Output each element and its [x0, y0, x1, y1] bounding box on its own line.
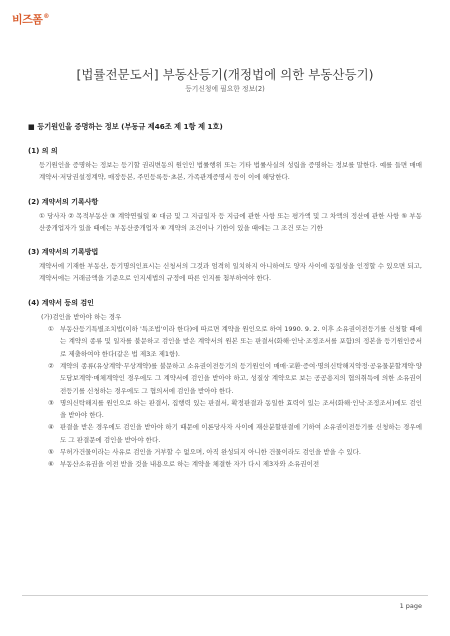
item-text: 계약의 종류(유상계약·무상계약)를 불문하고 소유권이전등기의 등기원인이 매매·교환·증여·명의신탁해지약정·공유물분할계약·양도담보계약·매체계약인 경우에도 그 계약서에 검인을 받아야 하고, 성질상 계약으로 보는 공공용지의 협의취득에 의한 소유권이전등기를 신청하는 경우에도 그 협의서에 검인을 받아야 한다.	[60, 361, 422, 395]
list-item	[28, 446, 422, 458]
block-heading: (2) 계약서의 기록사항	[28, 197, 99, 206]
block-text: 계약서에 기재한 부동산, 등기명의인표시는 신청서의 그것과 엄격히 일치하지 아니하여도 양자 사이에 동일성을 인정할 수 있으면 되고, 계약서에는 거래금액을 기준으로 인지세법의 규정에 따른 인지를 첨부하여야 한다.	[39, 262, 422, 283]
block-inspection	[28, 298, 422, 471]
list-item	[28, 458, 422, 470]
document-subtitle: 등기신청에 필요한 정보(2)	[185, 85, 265, 93]
list-item	[28, 397, 422, 422]
document-title: [법률전문도서] 부동산등기(개정법에 의한 부동산등기)	[76, 67, 374, 82]
block-heading: (4) 계약서 등의 검인	[28, 298, 94, 307]
block-contract-items	[28, 197, 422, 235]
footer-divider	[22, 595, 428, 596]
item-number: ⑤	[48, 448, 54, 457]
list-item	[28, 421, 422, 446]
item-number: ①	[48, 325, 54, 334]
item-number: ⑥	[48, 460, 54, 469]
item-text: 판결을 받은 경우에도 검인을 받아야 하기 때문에 이론당사자 사이에 재산분할판결에 기하여 소유권이전등기를 신청하는 경우에도 그 판결문에 검인을 받아야 한다.	[60, 423, 422, 444]
case-label: (가)검인을 받아야 하는 경우	[41, 312, 122, 321]
item-number: ②	[48, 361, 54, 370]
block-heading: (3) 계약서의 기록방법	[28, 248, 99, 257]
document-body	[28, 122, 422, 484]
list-item	[28, 323, 422, 360]
page-number: 1 page	[399, 602, 422, 610]
item-text: 부동산소유권을 이전 받을 것을 내용으로 하는 계약을 체결한 자가 다시 제3자와 소유권이전	[60, 460, 320, 469]
list-item	[28, 360, 422, 397]
item-text: 무허가건물이라는 사유로 검인을 거부할 수 없으며, 아직 완성되지 아니한 건물이라도 검인을 받을 수 있다.	[60, 448, 361, 457]
item-number: ④	[48, 423, 54, 432]
item-number: ③	[48, 398, 54, 407]
bizforms-logo[interactable]: 비즈폼®	[12, 13, 49, 26]
block-definition	[28, 146, 422, 184]
block-text: 등기원인을 증명하는 정보는 등기할 권리변동의 원인인 법률행위 또는 기타 법률사실의 성립을 증명하는 정보를 말한다. 예를 들면 매매계약서·저당권설정계약, 매장등본, 주민등록등·초본, 가족관계증명서 등이 이에 해당한다.	[39, 161, 422, 182]
block-contract-method	[28, 247, 422, 285]
registered-mark: ®	[43, 13, 49, 21]
item-text: 명의신탁해지를 원인으로 하는 판결서, 집행력 있는 판결서, 확정판결과 동일한 효력이 있는 조서(화해·인낙·조정조서)에도 검인을 받아야 한다.	[60, 398, 422, 420]
item-text: 부동산등기특별조치법(이하 '특조법'이라 한다)에 따르면 계약을 원인으로 하여 1990. 9. 2. 이후 소유권이전등기를 신청할 때에는 계약의 종류 및 일자를 불문하고 검인을 받은 계약서의 원본 또는 판결서(화해·인낙·조정조서를 포함)의 정본을 등기원인증서로 제출하여야 한다(같은 법 제3조 제1항).	[60, 325, 422, 358]
block-heading: (1) 의 의	[28, 147, 58, 155]
block-text: ① 당사자 ② 목적부동산 ③ 계약연월일 ④ 대금 및 그 지급일자 등 지급에 관한 사항 또는 평가액 및 그 차액의 정산에 관한 사항 ⑤ 부동산중개업자가 있을 때에는 부동산중개업자 ⑥ 계약의 조건이나 기한이 있을 때에는 그 조건 또는 기한	[39, 211, 422, 232]
section-title: ■ 등기원인을 증명하는 정보 (부동규 제46조 제 1항 제 1호)	[28, 122, 223, 131]
